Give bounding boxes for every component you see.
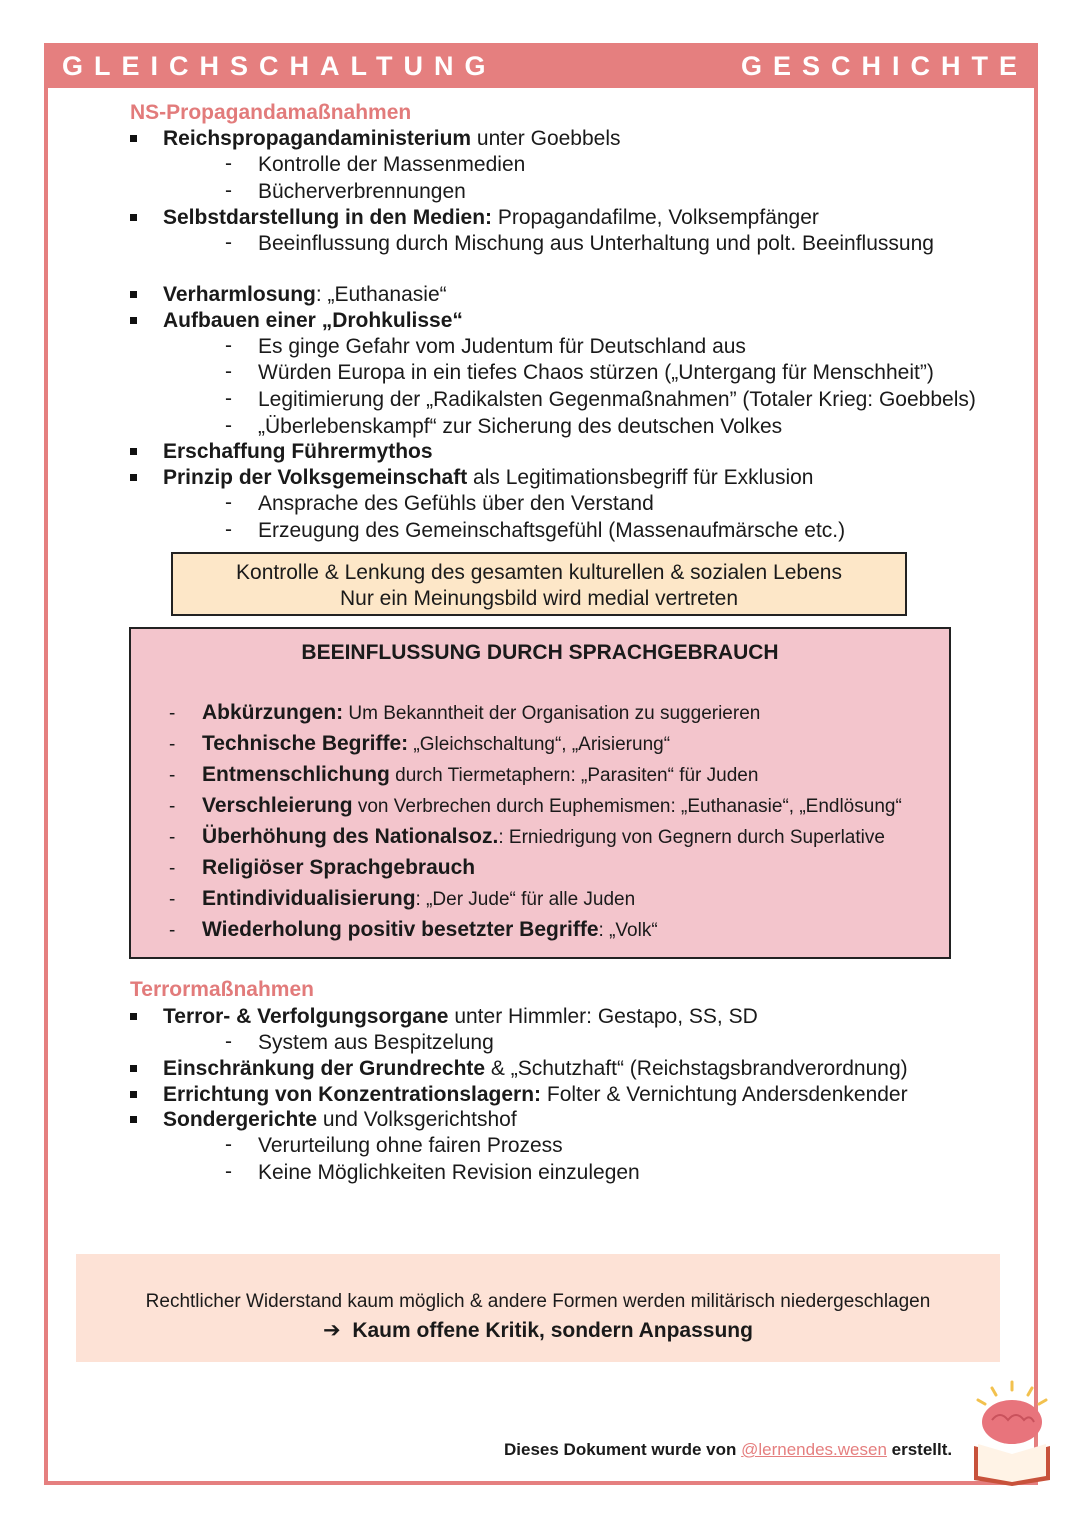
language-item: Überhöhung des Nationalsoz.: Erniedrigung von Gegnern durch Superlative: [202, 825, 885, 848]
author-link[interactable]: @lernendes.wesen: [741, 1440, 887, 1459]
list-item: Prinzip der Volksgemeinschaft als Legitimationsbegriff für Exklusion: [163, 466, 814, 489]
sub-item: Erzeugung des Gemeinschaftsgefühl (Massenaufmärsche etc.): [258, 519, 846, 542]
list-item: Errichtung von Konzentrationslagern: Folter & Vernichtung Andersdenkender: [163, 1083, 908, 1106]
language-item: Verschleierung von Verbrechen durch Euphemismen: „Euthanasie“, „Endlösung“: [202, 794, 902, 817]
bullet-icon: [130, 291, 137, 298]
language-box-title: BEEINFLUSSUNG DURCH SPRACHGEBRAUCH: [301, 641, 779, 664]
list-item: Einschränkung der Grundrechte & „Schutzhaft“ (Reichstagsbrandverordnung): [163, 1057, 908, 1080]
sub-item: System aus Bespitzelung: [258, 1031, 494, 1054]
list-item: Aufbauen einer „Drohkulisse“: [163, 309, 463, 332]
list-item: Reichspropagandaministerium unter Goebbels: [163, 127, 621, 150]
language-item: Religiöser Sprachgebrauch: [202, 856, 476, 879]
language-box: BEEINFLUSSUNG DURCH SPRACHGEBRAUCH - Abkürzungen: Um Bekanntheit der Organisation zu suggerieren - Technische Begriffe: „Gleichschaltung“, „Arisierung“ - Entmenschlichung durch Tiermetaphern: „Parasiten“ für Juden - Verschleierung von Verbrechen durch Euphemismen: „Euthanasie“, „Endlösung“ - Überhöhung des Nationalsoz.: Erniedrigung von Gegnern durch Superlative - Religiöser Sprachgebrauch - Entindividualisierung: „Der Jude“ für alle Juden - Wiederholung positiv besetzter Begriffe: „Volk“: [129, 627, 951, 959]
header-bar: [44, 43, 1034, 88]
sub-item: Verurteilung ohne fairen Prozess: [258, 1134, 563, 1157]
bullet-icon: [130, 214, 137, 221]
topic-title: GLEICHSCHALTUNG: [62, 51, 497, 81]
section-heading-propaganda: NS-Propagandamaßnahmen: [130, 101, 412, 124]
sub-item: Würden Europa in ein tiefes Chaos stürzen („Untergang für Menschheit”): [258, 361, 934, 384]
sub-item: Beeinflussung durch Mischung aus Unterhaltung und polt. Beeinflussung: [258, 232, 934, 255]
language-item: Technische Begriffe: „Gleichschaltung“, „Arisierung“: [202, 732, 671, 755]
language-item: Entmenschlichung durch Tiermetaphern: „Parasiten“ für Juden: [202, 763, 759, 786]
footer-credit: Dieses Dokument wurde von @lernendes.wesen erstellt.: [504, 1440, 953, 1459]
sub-item: Kontrolle der Massenmedien: [258, 153, 526, 176]
conclusion-box: Rechtlicher Widerstand kaum möglich & andere Formen werden militärisch niedergeschlagen ➔ Kaum offene Kritik, sondern Anpassung: [76, 1254, 1000, 1362]
language-item: Abkürzungen: Um Bekanntheit der Organisation zu suggerieren: [202, 701, 761, 724]
bullet-icon: [130, 1065, 137, 1072]
brain-book-icon: [962, 1380, 1066, 1486]
list-item: Verharmlosung: „Euthanasie“: [163, 283, 447, 306]
sub-item: Es ginge Gefahr vom Judentum für Deutschland aus: [258, 335, 746, 358]
bullet-icon: [130, 448, 137, 455]
bullet-icon: [130, 135, 137, 142]
sub-item: Keine Möglichkeiten Revision einzulegen: [258, 1161, 640, 1184]
bullet-icon: [130, 317, 137, 324]
sub-item: Bücherverbrennungen: [258, 180, 466, 203]
sub-item: Ansprache des Gefühls über den Verstand: [258, 492, 654, 515]
section-heading-terror: Terrormaßnahmen: [130, 978, 314, 1001]
language-item: Entindividualisierung: „Der Jude“ für alle Juden: [202, 887, 636, 910]
sub-item: „Überlebenskampf“ zur Sicherung des deutschen Volkes: [258, 415, 783, 438]
list-item: Sondergerichte und Volksgerichtshof: [163, 1108, 517, 1131]
bullet-icon: [130, 1116, 137, 1123]
language-item: Wiederholung positiv besetzter Begriffe: „Volk“: [202, 918, 658, 941]
bullet-icon: [130, 1091, 137, 1098]
bullet-icon: [130, 474, 137, 481]
list-item: Selbstdarstellung in den Medien: Propagandafilme, Volksempfänger: [163, 206, 819, 229]
list-item: Erschaffung Führermythos: [163, 440, 433, 463]
list-item: Terror- & Verfolgungsorgane unter Himmler: Gestapo, SS, SD: [163, 1005, 758, 1028]
bullet-icon: [130, 1013, 137, 1020]
arrow-icon: ➔: [323, 1319, 341, 1342]
subject-title: GESCHICHTE: [740, 51, 1028, 81]
sub-item: Legitimierung der „Radikalsten Gegenmaßnahmen” (Totaler Krieg: Goebbels): [258, 388, 976, 411]
summary-box: Kontrolle & Lenkung des gesamten kulturellen & sozialen Lebens Nur ein Meinungsbild wird medial vertreten: [171, 552, 907, 616]
